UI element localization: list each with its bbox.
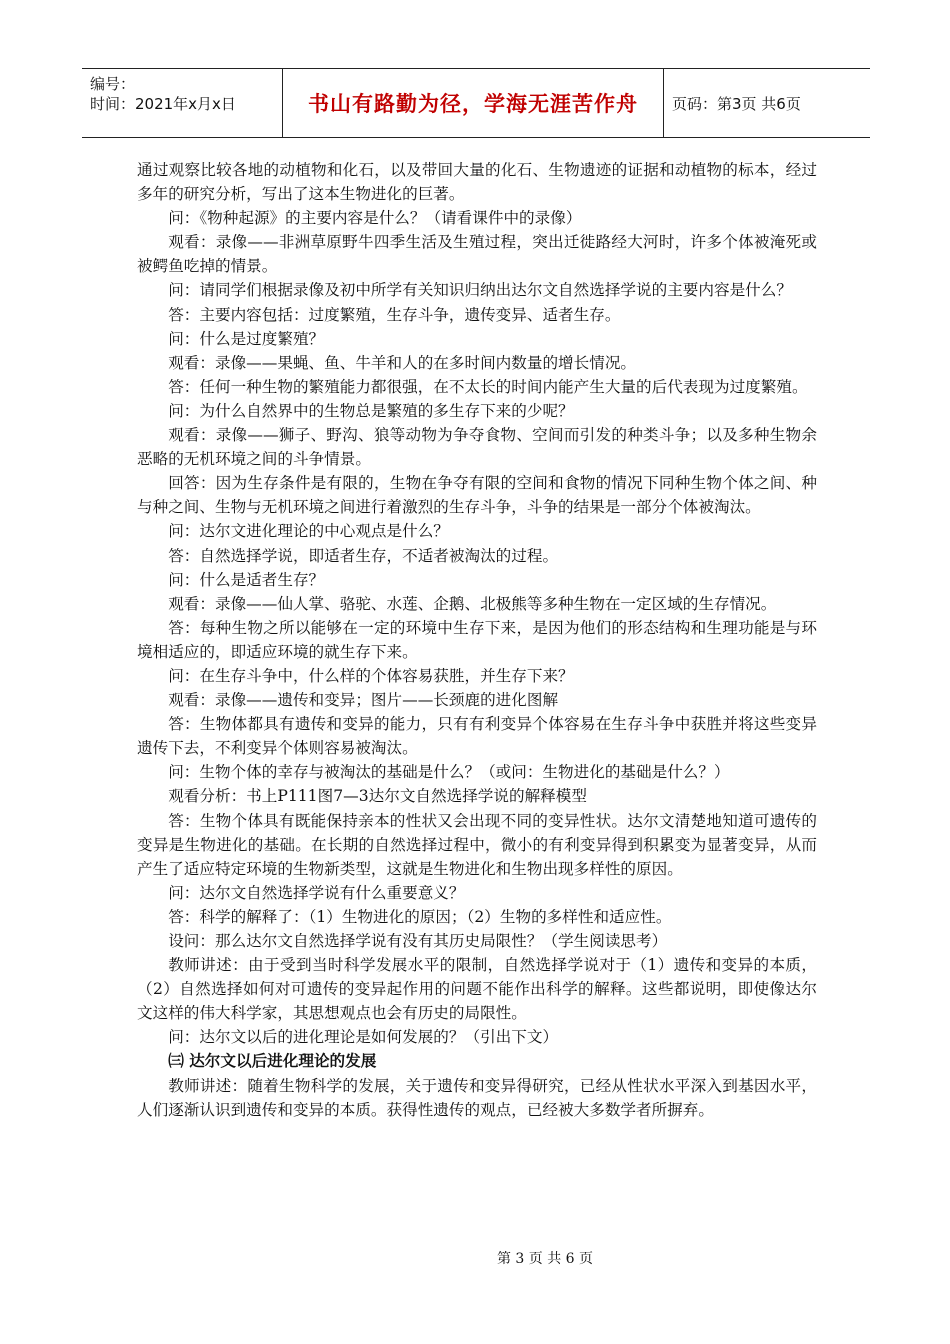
paragraph: 问：请同学们根据录像及初中所学有关知识归纳出达尔文自然选择学说的主要内容是什么？ [168,281,792,300]
document-body [137,158,817,1122]
paragraph: 教师讲述：随着生物科学的发展，关于遗传和变异得研究，已经从性状水平深入到基因水平，人们逐渐认识到遗传和变异的本质。获得性遗传的观点，已经被大多数学者所摒弃。 [137,1076,817,1119]
paragraph: 观看：录像——果蝇、鱼、牛羊和人的在多时间内数量的增长情况。 [168,353,637,372]
paragraph: 观看：录像——仙人掌、骆驼、水莲、企鹅、北极熊等多种生物在一定区域的生存情况。 [168,594,777,613]
section-heading: ㈢ 达尔文以后进化理论的发展 [168,1051,377,1071]
paragraph: 问：达尔文进化理论的中心观点是什么？ [168,522,449,541]
document-number-label: 编号： [90,75,136,93]
document-time-label: 时间：2021年x月x日 [90,95,236,113]
header-motto-cell [283,69,664,137]
paragraph: 答：自然选择学说，即适者生存，不适者被淘汰的过程。 [168,546,559,565]
header-motto: 书山有路勤为径，学海无涯苦作舟 [308,92,638,116]
paragraph: 观看：录像——遗传和变异；图片——长颈鹿的进化图解 [168,691,559,710]
page-footer [0,1248,950,1268]
paragraph: 问：什么是过度繁殖？ [168,329,325,348]
paragraph: 答：任何一种生物的繁殖能力都很强，在不太长的时间内能产生大量的后代表现为过度繁殖。 [168,377,808,396]
paragraph: 答：主要内容包括：过度繁殖，生存斗争，遗传变异、适者生存。 [168,305,621,324]
paragraph: 答：科学的解释了：（1）生物进化的原因；（2）生物的多样性和适应性。 [168,907,672,926]
paragraph: 问：达尔文自然选择学说有什么重要意义？ [168,883,465,902]
paragraph: 回答：因为生存条件是有限的，生物在争夺有限的空间和食物的情况下同种生物个体之间、种与种之间、生物与无机环境之间进行着激烈的生存斗争，斗争的结果是一部分个体被淘汰。 [137,474,817,517]
paragraph: 问：在生存斗争中，什么样的个体容易获胜，并生存下来？ [168,666,574,685]
header-page-cell [664,69,878,137]
header-meta-cell [82,69,283,137]
paragraph: 通过观察比较各地的动植物和化石，以及带回大量的化石、生物遗迹的证据和动植物的标本，经过多年的研究分析，写出了这本生物进化的巨著。 [137,161,817,204]
paragraph: 问：《物种起源》的主要内容是什么？（请看课件中的录像） [168,209,582,228]
paragraph: 设问：那么达尔文自然选择学说有没有其历史局限性？（学生阅读思考） [168,932,668,950]
paragraph: 问：为什么自然界中的生物总是繁殖的多生存下来的少呢？ [168,401,574,420]
paragraph: 问：什么是适者生存？ [168,570,325,589]
footer-page-number: 第 3 页 共 6 页 [496,1251,594,1267]
paragraph: 答：生物个体具有既能保持亲本的性状又会出现不同的变异性状。达尔文清楚地知道可遗传的变异是生物进化的基础。在长期的自然选择过程中，微小的有利变异得到积累变为显著变异，从而产生了适应特定环境的生物新类型，这就是生物进化和生物出现多样性的原因。 [137,811,817,878]
paragraph: 问：达尔文以后的进化理论是如何发展的？（引出下文） [168,1028,559,1047]
paragraph: 教师讲述：由于受到当时科学发展水平的限制，自然选择学说对于（1）遗传和变异的本质，（2）自然选择如何对可遗传的变异起作用的问题不能作出科学的解释。这些都说明，即使像达尔文这样的伟大科学家，其思想观点也会有历史的局限性。 [137,956,817,1023]
paragraph: 观看分析：书上P111图7—3达尔文自然选择学说的解释模型 [168,787,587,806]
paragraph: 答：生物体都具有遗传和变异的能力，只有有利变异个体容易在生存斗争中获胜并将这些变异遗传下去，不利变异个体则容易被淘汰。 [137,715,817,758]
paragraph: 答：每种生物之所以能够在一定的环境中生存下来，是因为他们的形态结构和生理功能是与环境相适应的，即适应环境的就生存下来。 [137,618,817,661]
page-header [82,68,870,138]
header-page-code: 页码：第3页 共6页 [672,94,801,113]
paragraph: 问：生物个体的幸存与被淘汰的基础是什么？（或问：生物进化的基础是什么？） [168,763,730,782]
paragraph: 观看：录像——狮子、野沟、狼等动物为争夺食物、空间而引发的种类斗争；以及多种生物余恶略的无机环境之间的斗争情景。 [137,426,817,469]
paragraph: 观看：录像——非洲草原野牛四季生活及生殖过程，突出迁徙路经大河时，许多个体被淹死或被鳄鱼吃掉的情景。 [137,233,817,276]
